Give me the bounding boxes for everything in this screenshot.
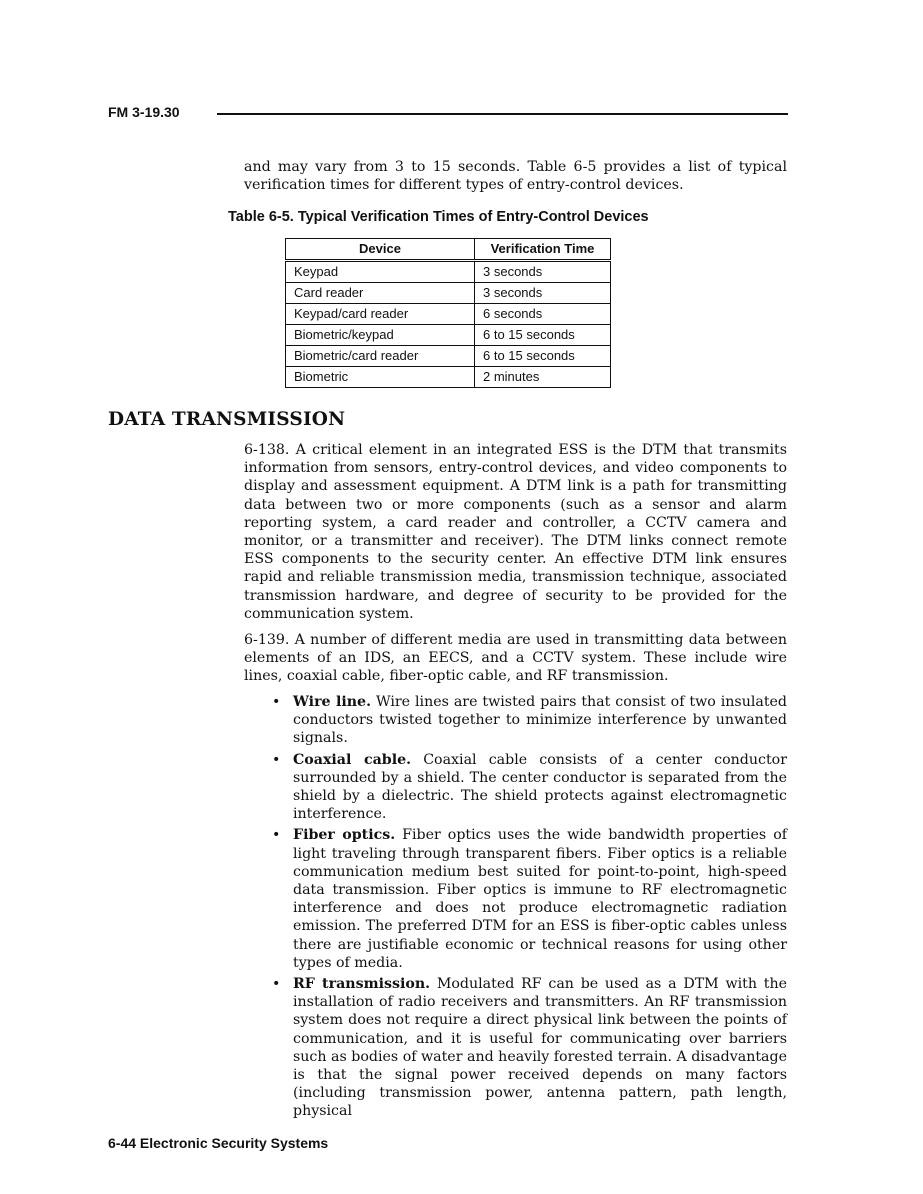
bullet-term: Fiber optics.	[293, 827, 396, 844]
table-row	[286, 325, 611, 346]
time-cell: 3 seconds	[475, 261, 611, 283]
paragraph-6-138: 6-138. A critical element in an integrated ESS is the DTM that transmits information from sensors, entry-control devices, and video components to display and assessment equipment. A DTM link is a path for transmitting data between two or more components (such as a sensor and alarm reporting system, a card reader and controller, a CCTV camera and monitor, or a transmitter and receiver). The DTM links connect remote ESS components to the security center. An effective DTM link ensures rapid and reliable transmission media, transmission technique, associated transmission hardware, and degree of security to be provided for the communication system.	[244, 442, 787, 622]
bullet-term: Wire line.	[293, 694, 372, 710]
list-item	[272, 975, 787, 1121]
intro-paragraph: and may vary from 3 to 15 seconds. Table 6-5 provides a list of typical verification times for different types of entry-control devices.	[244, 159, 787, 194]
list-item	[272, 826, 787, 972]
time-cell: 6 to 15 seconds	[475, 325, 611, 346]
time-cell: 6 to 15 seconds	[475, 346, 611, 367]
table-row	[286, 304, 611, 325]
column-header-device: Device	[286, 239, 475, 261]
device-cell: Biometric/card reader	[286, 346, 475, 367]
table-caption: Table 6-5. Typical Verification Times of Entry-Control Devices	[228, 209, 649, 225]
time-cell: 2 minutes	[475, 367, 611, 388]
table-row	[286, 283, 611, 304]
page-footer: 6-44 Electronic Security Systems	[108, 1135, 329, 1151]
bullet-text: Wire lines are twisted pairs that consist of two insulated conductors twisted together to minimize interference by unwanted signals.	[293, 694, 788, 747]
bullet-term: Coaxial cable.	[293, 751, 412, 768]
list-item	[272, 693, 788, 748]
time-cell: 6 seconds	[475, 304, 611, 325]
verification-times-table	[285, 238, 611, 388]
bullet-icon: •	[272, 694, 281, 710]
bullet-text: Modulated RF can be used as a DTM with the installation of radio receivers and transmitters. An RF transmission system does not require a direct physical link between the points of communication, and it is useful for communicating over barriers such as bodies of water and heavily forested terrain. A disadvantage is that the signal power received depends on many factors (including transmission power, antenna pattern, path length, physical	[293, 976, 787, 1120]
bullet-icon: •	[272, 827, 281, 844]
bullet-term: RF transmission.	[293, 976, 431, 993]
column-header-verification-time: Verification Time	[475, 239, 611, 261]
running-header: FM 3-19.30	[108, 104, 180, 120]
table-row	[286, 261, 611, 283]
device-cell: Card reader	[286, 283, 475, 304]
bullet-text: Fiber optics uses the wide bandwidth properties of light traveling through transparent fibers. Fiber optics is a reliable communication medium best suited for point-to-point, high-speed data transmission. Fiber optics is immune to RF electromagnetic interference and does not produce electromagnetic radiation emission. The preferred DTM for an ESS is fiber-optic cables unless there are justifiable economic or technical reasons for using other types of media.	[293, 827, 787, 971]
bullet-icon: •	[272, 976, 281, 993]
table-header-row	[286, 239, 611, 261]
table-row	[286, 367, 611, 388]
bullet-text: Coaxial cable consists of a center conductor surrounded by a shield. The center conductor is separated from the shield by a dielectric. The shield protects against electromagnetic interference.	[293, 751, 787, 823]
section-heading: DATA TRANSMISSION	[108, 409, 346, 430]
bullet-icon: •	[272, 751, 281, 768]
time-cell: 3 seconds	[475, 283, 611, 304]
device-cell: Keypad	[286, 261, 475, 283]
device-cell: Biometric/keypad	[286, 325, 475, 346]
header-rule	[217, 113, 788, 115]
table-row	[286, 346, 611, 367]
media-bullet-list	[272, 693, 788, 1124]
device-cell: Biometric	[286, 367, 475, 388]
list-item	[272, 751, 787, 824]
paragraph-6-139: 6-139. A number of different media are used in transmitting data between elements of an IDS, an EECS, and a CCTV system. These include wire lines, coaxial cable, fiber-optic cable, and RF transmission.	[244, 632, 787, 685]
device-cell: Keypad/card reader	[286, 304, 475, 325]
